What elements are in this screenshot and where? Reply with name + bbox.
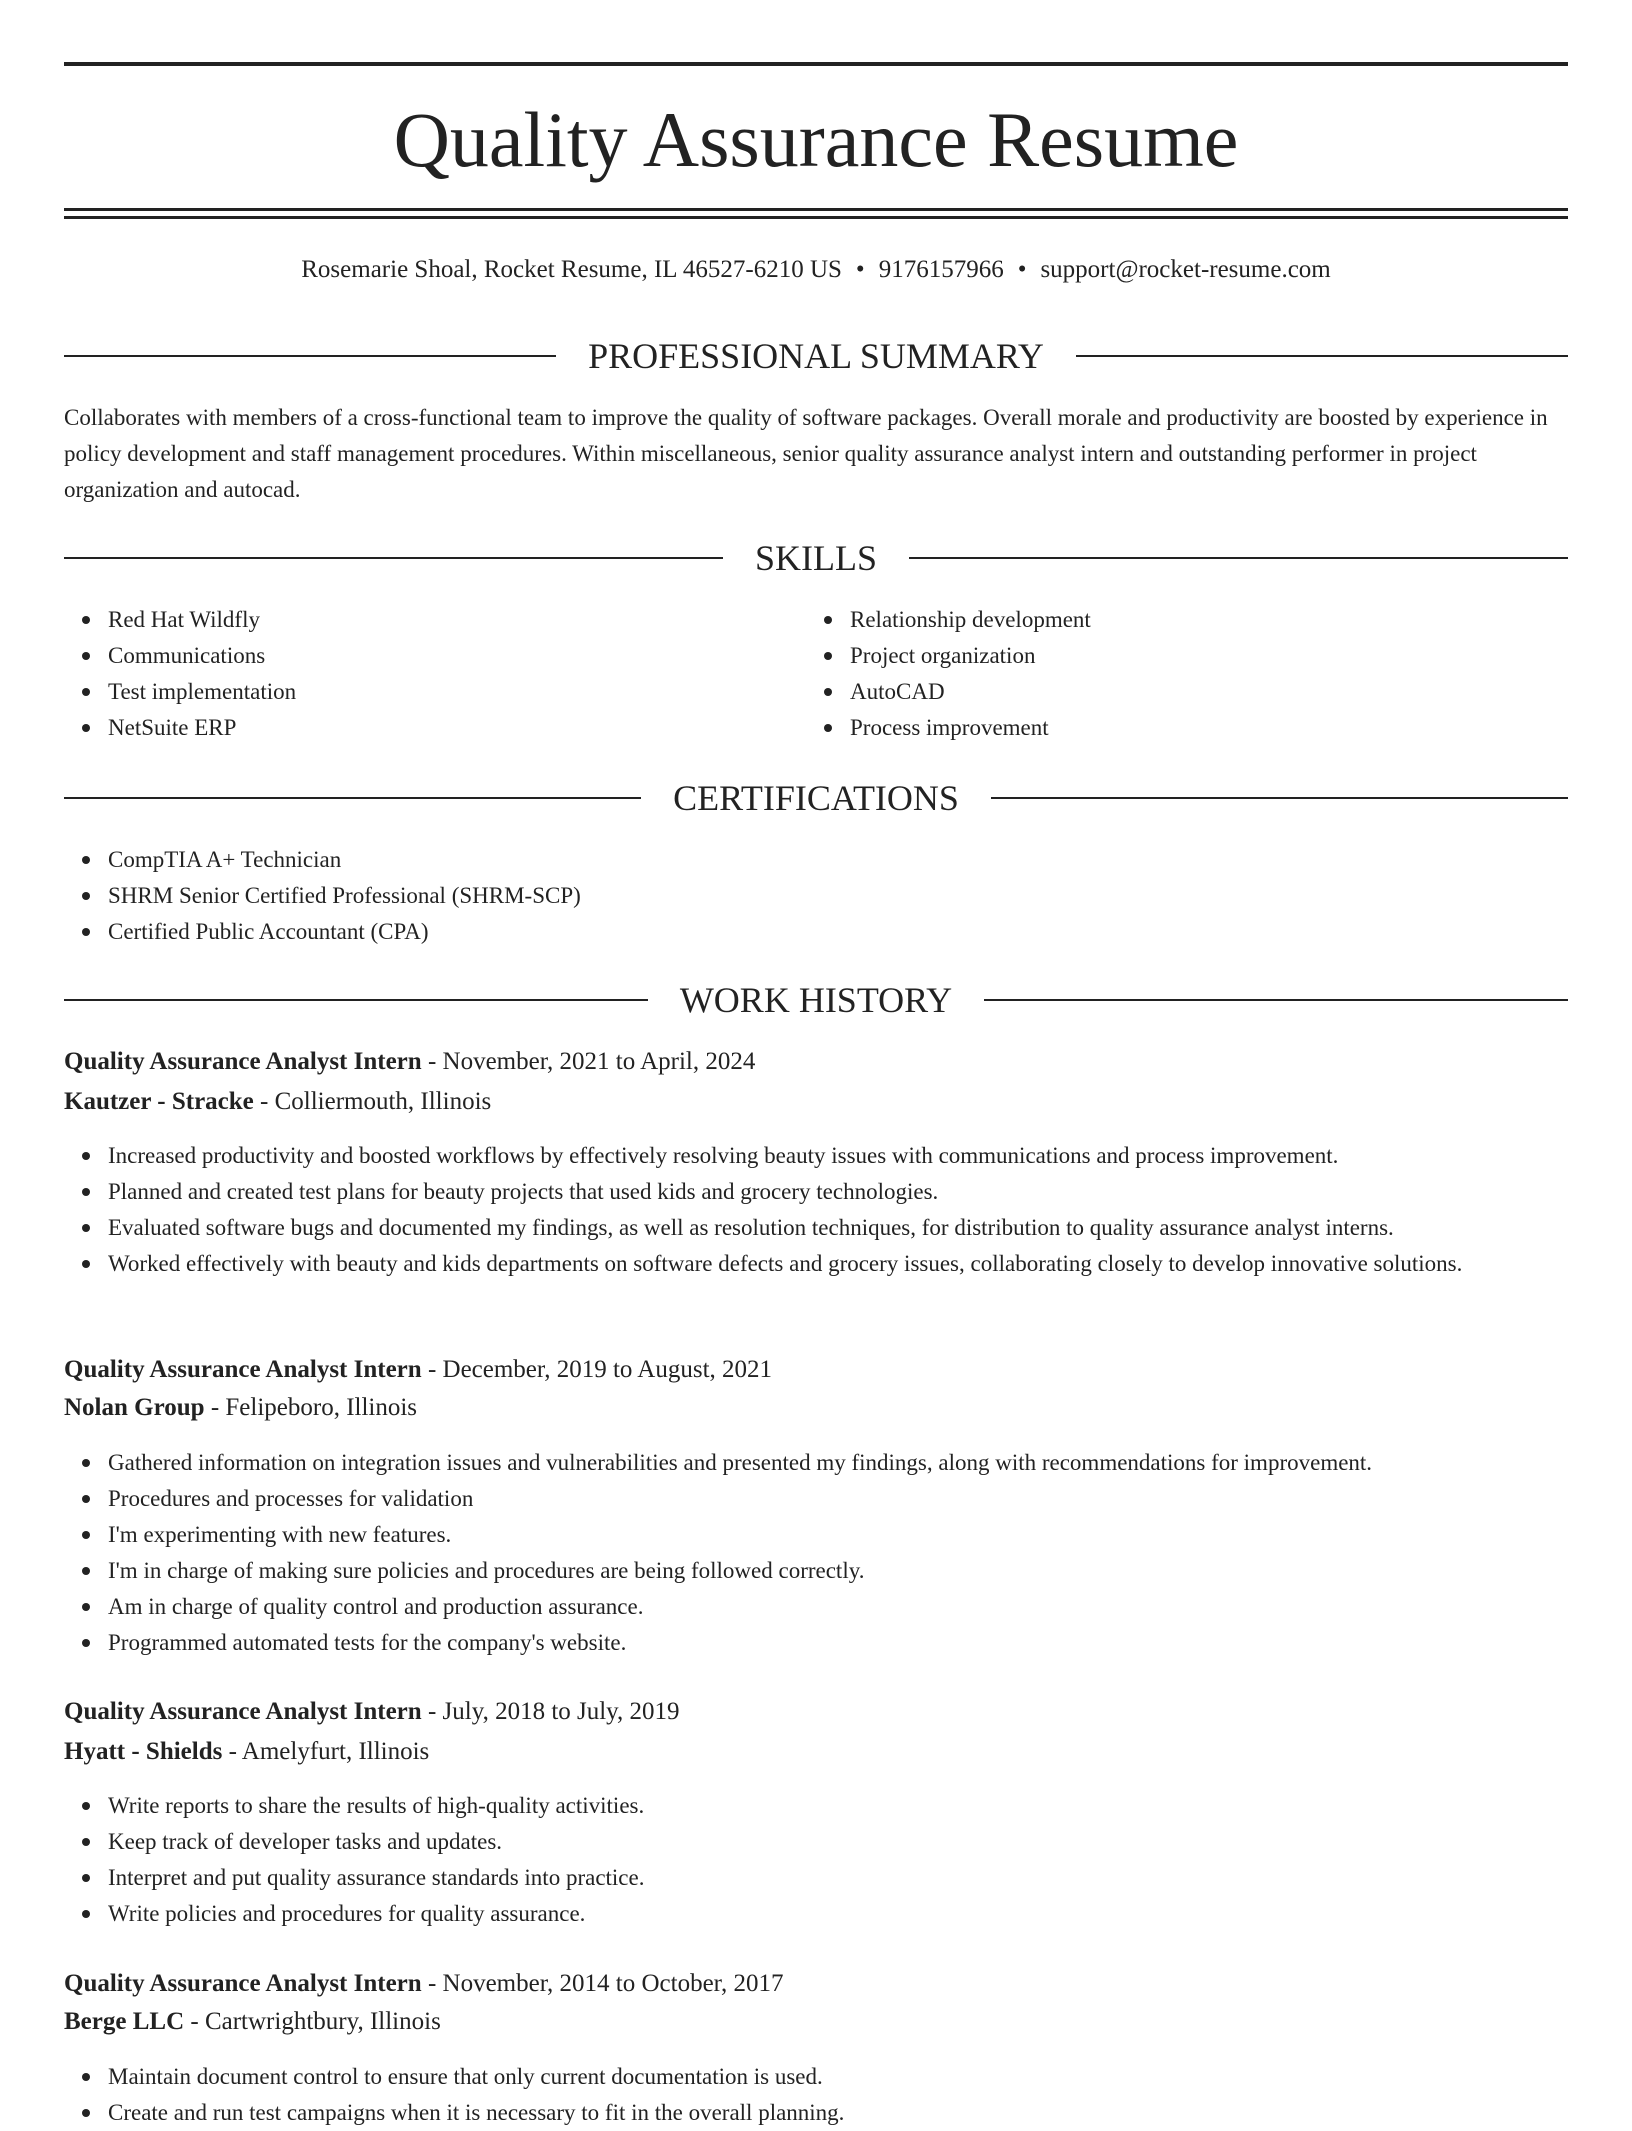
skills-list-left	[64, 602, 808, 746]
contact-email: support@rocket-resume.com	[1040, 256, 1331, 283]
skill-item: Process improvement	[850, 710, 1550, 746]
job-bullet: Write reports to share the results of high-quality activities.	[108, 1788, 1568, 1824]
header-rule-upper	[64, 208, 1568, 211]
section-title: CERTIFICATIONS	[673, 778, 959, 818]
job-location: - Felipeboro, Illinois	[204, 1394, 418, 1421]
section-heading-skills	[64, 538, 1568, 578]
job-bullet: Create and run test campaigns when it is necessary to fit in the overall planning.	[108, 2095, 1568, 2131]
job-company-line	[64, 2004, 441, 2040]
job-title-line	[64, 1044, 755, 1080]
job-bullet: Keep track of developer tasks and updates.	[108, 1824, 1568, 1860]
heading-rule-right	[991, 797, 1568, 799]
job-bullet: Write policies and procedures for quality assurance.	[108, 1896, 1568, 1932]
job-company: Nolan Group	[64, 1394, 205, 1421]
job-dates: - November, 2021 to April, 2024	[421, 1048, 756, 1075]
skill-item: Communications	[108, 638, 808, 674]
job-bullet: Increased productivity and boosted workflows by effectively resolving beauty issues with communications and process improvement.	[108, 1138, 1568, 1174]
job-location: - Colliermouth, Illinois	[253, 1088, 492, 1115]
job-dates: - December, 2019 to August, 2021	[421, 1356, 773, 1383]
skill-item: Project organization	[850, 638, 1550, 674]
job-title-line	[64, 1352, 772, 1388]
contact-address: Rosemarie Shoal, Rocket Resume, IL 46527-6210 US	[301, 256, 842, 283]
job-company: Hyatt - Shields	[64, 1738, 223, 1765]
job-title-line	[64, 1694, 680, 1730]
job-title: Quality Assurance Analyst Intern	[64, 1970, 422, 1997]
skill-item: Red Hat Wildfly	[108, 602, 808, 638]
job-dates: - July, 2018 to July, 2019	[421, 1698, 680, 1725]
job-bullet: Planned and created test plans for beauty projects that used kids and grocery technologies.	[108, 1174, 1568, 1210]
job-company-line	[64, 1390, 417, 1426]
heading-rule-left	[64, 999, 648, 1001]
section-heading-summary	[64, 336, 1568, 376]
skills-list-right	[806, 602, 1550, 746]
job-dates: - November, 2014 to October, 2017	[421, 1970, 784, 1997]
section-heading-certifications	[64, 778, 1568, 818]
job-location: - Cartwrightbury, Illinois	[184, 2008, 441, 2035]
skill-item: Test implementation	[108, 674, 808, 710]
job-title: Quality Assurance Analyst Intern	[64, 1048, 422, 1075]
certification-item: Certified Public Accountant (CPA)	[108, 914, 1568, 950]
contact-phone: 9176157966	[878, 256, 1004, 283]
job-company-line	[64, 1734, 429, 1770]
skill-item: NetSuite ERP	[108, 710, 808, 746]
heading-rule-right	[984, 999, 1568, 1001]
job-bullet: Programmed automated tests for the company's website.	[108, 1625, 1612, 1661]
section-title: SKILLS	[755, 538, 878, 578]
job-title: Quality Assurance Analyst Intern	[64, 1356, 422, 1383]
heading-rule-right	[1076, 355, 1568, 357]
job-title: Quality Assurance Analyst Intern	[64, 1698, 422, 1725]
skill-item: AutoCAD	[850, 674, 1550, 710]
section-heading-work-history	[64, 980, 1568, 1020]
resume-title: Quality Assurance Resume	[393, 96, 1239, 183]
certifications-list	[64, 842, 1568, 950]
job-bullet: Maintain document control to ensure that only current documentation is used.	[108, 2059, 1568, 2095]
skill-item: Relationship development	[850, 602, 1550, 638]
job-bullets	[64, 1138, 1568, 1282]
certification-item: SHRM Senior Certified Professional (SHRM-SCP)	[108, 878, 1568, 914]
job-title-line	[64, 1966, 784, 2002]
contact-separator: •	[1017, 256, 1027, 283]
contact-separator: •	[855, 256, 865, 283]
header-rule-lower	[64, 216, 1568, 219]
heading-rule-left	[64, 557, 723, 559]
job-bullets	[64, 1788, 1568, 1932]
job-bullet: Gathered information on integration issues and vulnerabilities and presented my findings, along with recommendations for improvement.	[108, 1445, 1612, 1481]
job-bullets	[64, 2059, 1568, 2131]
section-title: PROFESSIONAL SUMMARY	[588, 336, 1044, 376]
heading-rule-right	[909, 557, 1568, 559]
job-bullet: I'm in charge of making sure policies and procedures are being followed correctly.	[108, 1553, 1612, 1589]
contact-line	[64, 254, 1568, 286]
job-location: - Amelyfurt, Illinois	[222, 1738, 430, 1765]
job-bullet: I'm experimenting with new features.	[108, 1517, 1612, 1553]
job-bullet: Worked effectively with beauty and kids departments on software defects and grocery issues, collaborating closely to develop innovative solutions.	[108, 1246, 1568, 1282]
certification-item: CompTIA A+ Technician	[108, 842, 1568, 878]
job-company: Kautzer - Stracke	[64, 1088, 254, 1115]
job-bullet: Evaluated software bugs and documented my findings, as well as resolution techniques, for distribution to quality assurance analyst interns.	[108, 1210, 1568, 1246]
job-bullets	[64, 1445, 1612, 1661]
heading-rule-left	[64, 797, 641, 799]
job-company-line	[64, 1084, 491, 1120]
section-title: WORK HISTORY	[679, 980, 953, 1020]
job-bullet: Procedures and processes for validation	[108, 1481, 1612, 1517]
summary-text: Collaborates with members of a cross-functional team to improve the quality of software packages. Overall morale and productivity are boosted by experience in policy development and staff management procedures. Within miscellaneous, senior quality assurance analyst intern and outstanding performer in project organization and autocad.	[64, 405, 1548, 502]
job-company: Berge LLC	[64, 2008, 185, 2035]
header-top-rule	[64, 62, 1568, 66]
job-bullet: Interpret and put quality assurance standards into practice.	[108, 1860, 1568, 1896]
job-bullet: Am in charge of quality control and production assurance.	[108, 1589, 1612, 1625]
heading-rule-left	[64, 355, 556, 357]
